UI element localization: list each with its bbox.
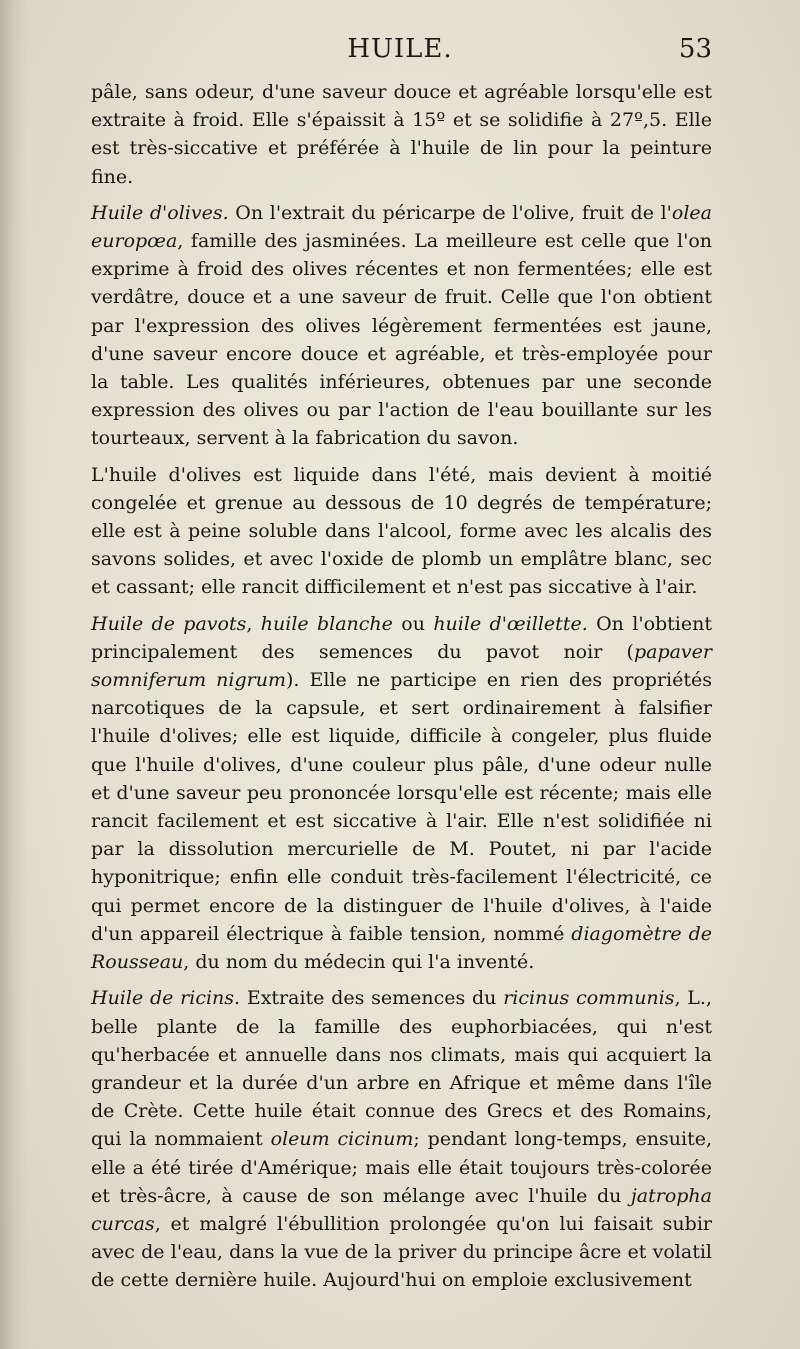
paragraph <box>91 984 712 1294</box>
text-segment: , du nom du médecin qui l'a inventé. <box>183 951 535 974</box>
text-segment: Extraite des semences du <box>240 987 504 1010</box>
text-segment: ou <box>392 612 434 635</box>
text-segment: , famille des jasminées. La meilleure est celle que l'on exprime à froid des olives récentes et non fermentées; elle est verdâtre, douce et a une saveur de fruit. Celle que l'on obtient par l'expression des olives légèrement fermentées est jaune, d'une saveur encore douce et agréable, et très-employée pour la table. Les qualités inférieures, obtenues par une seconde expression des olives ou par l'action de l'eau bouillante sur les tourteaux, servent à la fabrication du savon. <box>91 230 712 450</box>
italic-term: olea europœa <box>91 201 712 253</box>
gutter-shadow <box>0 0 28 1349</box>
text-segment: On l'extrait du péricarpe de l'olive, fruit de l' <box>228 201 672 224</box>
page-number: 53 <box>678 34 712 64</box>
paragraph <box>91 461 712 602</box>
page-header <box>0 34 800 74</box>
italic-term: Huile de ricins. <box>91 987 241 1010</box>
italic-term: papaver somniferum nigrum <box>91 640 712 692</box>
text-segment: On l'obtient principalement des semences du pavot noir ( <box>91 612 712 663</box>
paragraph <box>91 610 712 977</box>
text-segment: ; pendant long-temps, ensuite, elle a été tirée d'Amérique; mais elle était toujours très-colorée et très-âcre, à cause de son mélange avec l'huile du <box>91 1128 712 1207</box>
text-segment: , <box>246 612 261 635</box>
italic-term: jatropha curcas <box>91 1184 712 1235</box>
italic-term: ricinus communis <box>503 987 675 1010</box>
text-segment: L'huile d'olives est liquide dans l'été, mais devient à moitié congelée et grenue au dessous de 10 degrés de température; elle est à peine soluble dans l'alcool, forme avec les alcalis des savons solides, et avec l'oxide de plomb un emplâtre blanc, sec et cassant; elle rancit difficilement et n'est pas siccative à l'air. <box>91 463 712 599</box>
body-text <box>91 78 712 1295</box>
text-segment: pâle, sans odeur, d'une saveur douce et agréable lorsqu'elle est extraite à froid. Elle s'épaissit à 15º et se solidifie à 27º,5. Elle est très-siccative et préférée à l'huile de lin pour la peinture fine. <box>91 81 712 188</box>
italic-term: huile blanche <box>260 612 393 635</box>
paragraph <box>91 78 712 191</box>
text-segment: ). Elle ne participe en rien des propriétés narcotiques de la capsule, et sert ordinairement à falsifier l'huile d'olives; elle est liquide, difficile à congeler, plus fluide que l'huile d'olives, d'une couleur plus pâle, d'une odeur nulle et d'une saveur peu prononcée lorsqu'elle est récente; mais elle rancit facilement et est siccative à l'air. Elle n'est solidifiée ni par la dissolution mercurielle de M. Poutet, ni par l'acide hyponitrique; enfin elle conduit très-facilement l'électricité, ce qui permet encore de la distinguer de l'huile d'olives, à l'aide d'un appareil électrique à faible tension, nommé <box>91 669 713 945</box>
italic-term: diagomètre de Rousseau <box>91 922 712 974</box>
italic-term: huile d'œillette. <box>433 612 588 635</box>
running-title: HUILE. <box>347 34 453 64</box>
paragraph <box>91 199 712 453</box>
italic-term: oleum cicinum <box>270 1128 414 1151</box>
italic-term: Huile de pavots <box>91 612 247 635</box>
italic-term: Huile d'olives. <box>91 201 229 224</box>
text-segment: , L., belle plante de la famille des euphorbiacées, qui n'est qu'herbacée et annuelle dans nos climats, mais qui acquiert la grandeur et la durée d'un arbre en Afrique et même dans l'île de Crète. Cette huile était connue des Grecs et des Romains, qui la nommaient <box>91 987 713 1151</box>
text-segment: , et malgré l'ébullition prolongée qu'on lui faisait subir avec de l'eau, dans la vue de la priver du principe âcre et volatil de cette dernière huile. Aujourd'hui on emploie exclusivement <box>91 1212 712 1292</box>
